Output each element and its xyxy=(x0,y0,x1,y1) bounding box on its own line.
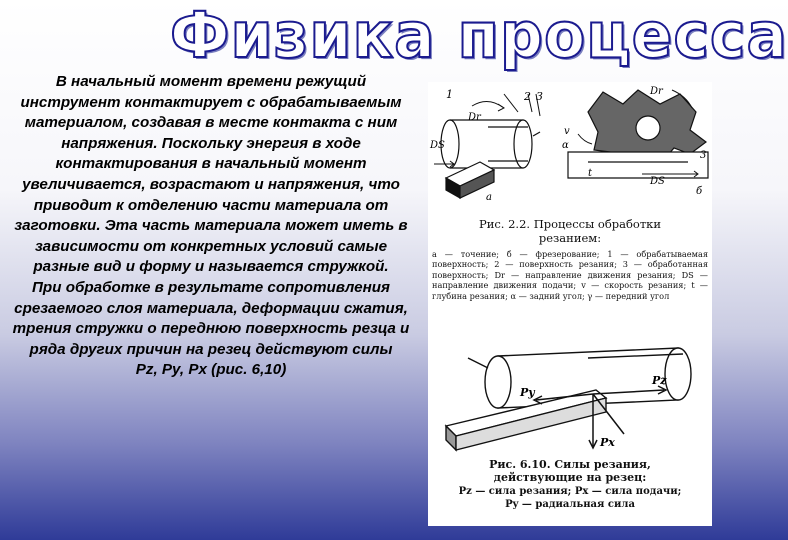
figure-turning-milling xyxy=(428,82,712,232)
label-3: 3 xyxy=(536,90,543,103)
label-ds-right: DS xyxy=(650,176,665,187)
paragraph-force-list: Pz, Py, Px (рис. 6,10) xyxy=(135,361,287,379)
label-t: t xyxy=(588,168,593,179)
label-3b: 3 xyxy=(700,150,707,161)
figure-2-legend-line2: Py — радиальная сила xyxy=(505,498,635,510)
paragraph-chip-formation: В начальный момент времени режущий инструмент контактирует с обрабатываемым материалом, создавая в месте контакта с ним напряжения. Поскольку энергия в ходе контактирования в начальный момент увеличивается, возрастают и напряжения, что приводит к отделению части материала от заготовки. Эта часть материала может иметь в зависимости от конкретных условий самые разные вид и форму и называется стружкой. xyxy=(14,73,408,276)
paragraph-forces: При обработке в результате сопротивления срезаемого слоя материала, деформации сжатия, трения стружки о переднюю поверхность резца и ряда других причин на резец действуют силы xyxy=(12,278,410,358)
label-dr-top: Dr xyxy=(650,86,663,97)
turning-workpiece xyxy=(441,120,540,168)
body-text xyxy=(6,72,416,528)
figure-2-legend xyxy=(432,486,708,511)
figure-1-caption-line2: резанием: xyxy=(538,231,602,245)
label-alpha: α xyxy=(562,140,569,151)
label-v: v xyxy=(564,126,570,137)
label-1: 1 xyxy=(446,88,453,101)
milling-cutter xyxy=(568,90,708,178)
figure-2-caption-line2: действующие на резец: xyxy=(493,471,647,484)
figure-panel xyxy=(428,82,712,526)
label-a: a xyxy=(486,192,492,203)
figure-1-caption xyxy=(428,217,712,245)
label-2: 2 xyxy=(524,90,531,103)
figure-1-caption-line1: Рис. 2.2. Процессы обработки xyxy=(478,217,662,231)
figure-1-legend: а — точение; б — фрезерование; 1 — обрабатываемая поверхность; 2 — поверхность резания; 3 — обработанная поверхность; Dr — направление движения резания; DS — направление движения подачи; v — скорость резания; t — глубина резания; α — задний угол; γ — передний угол xyxy=(432,249,708,301)
figure-2-caption-line1: Рис. 6.10. Силы резания, xyxy=(489,458,651,471)
label-ds-left: DS xyxy=(430,140,445,151)
label-pz: Pz xyxy=(652,374,667,387)
figure-2-caption xyxy=(428,458,712,484)
figure-cutting-forces xyxy=(428,338,712,458)
label-b: б xyxy=(696,186,703,197)
label-py: Py xyxy=(520,386,535,399)
figure-2-legend-line1: Pz — сила резания; Px — сила подачи; xyxy=(458,486,682,497)
slide-title: Физика процесса xyxy=(170,0,788,73)
label-dr-mid: Dr xyxy=(468,112,481,123)
label-px: Px xyxy=(600,436,615,449)
